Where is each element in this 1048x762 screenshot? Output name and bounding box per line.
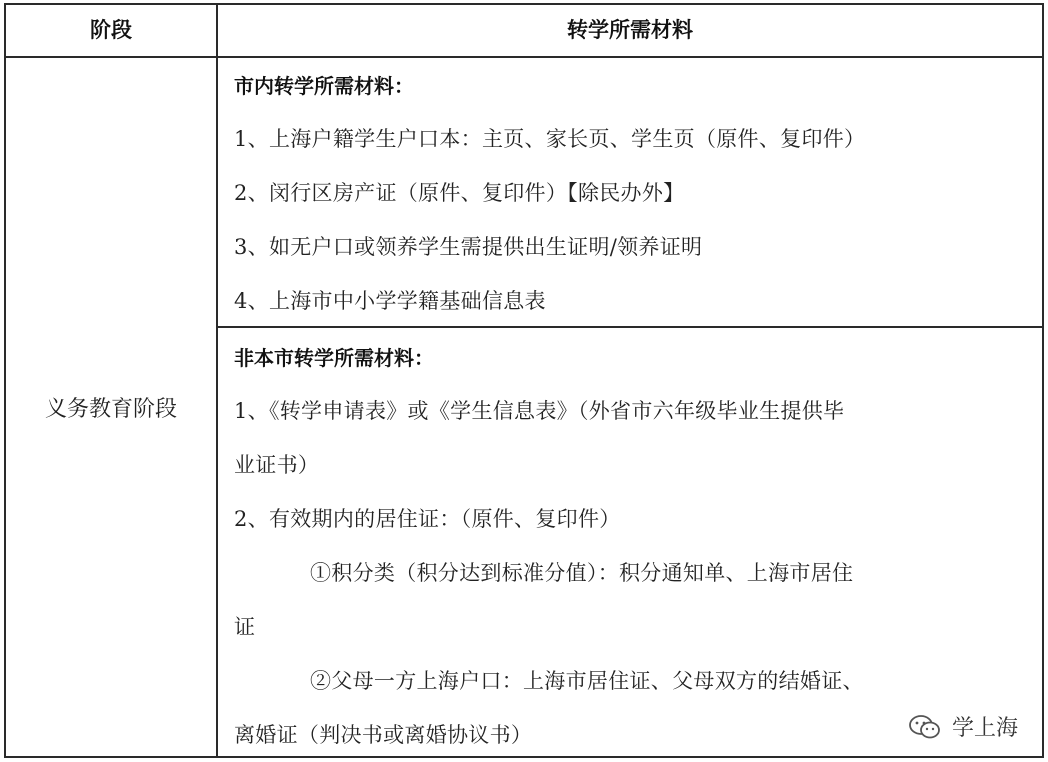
local-line-1: 1、上海户籍学生户口本：主页、家长页、学生页（原件、复印件）: [234, 127, 866, 151]
materials-table: [4, 3, 1044, 758]
nonlocal-line-6: ②父母一方上海户口：上海市居住证、父母双方的结婚证、: [310, 669, 864, 693]
local-line-2: 2、闵行区房产证（原件、复印件）【除民办外】: [234, 181, 685, 205]
stage-cell: 义务教育阶段: [44, 396, 177, 422]
nonlocal-line-5: 证: [234, 615, 256, 639]
header-stage: 阶段: [90, 18, 132, 42]
header-materials: 转学所需材料: [567, 18, 693, 42]
local-section-title: 市内转学所需材料：: [234, 74, 414, 98]
nonlocal-transfer-section: [218, 330, 1042, 756]
nonlocal-line-1: 1、《转学申请表》或《学生信息表》（外省市六年级毕业生提供毕: [234, 399, 845, 423]
watermark: [908, 711, 1018, 742]
watermark-text: 学上海: [951, 716, 1018, 741]
table-header-row: [6, 5, 1042, 58]
local-line-4: 4、上海市中小学学籍基础信息表: [234, 289, 546, 313]
nonlocal-line-4: ①积分类（积分达到标准分值）：积分通知单、上海市居住: [310, 561, 854, 585]
nonlocal-section-title: 非本市转学所需材料：: [234, 346, 434, 370]
nonlocal-line-2: 业证书）: [234, 453, 320, 477]
local-line-3: 3、如无户口或领养学生需提供出生证明/领养证明: [234, 235, 703, 259]
wechat-icon: [908, 713, 942, 741]
nonlocal-line-3: 2、有效期内的居住证：（原件、复印件）: [234, 507, 621, 531]
nonlocal-line-7: 离婚证（判决书或离婚协议书）: [234, 723, 533, 747]
local-transfer-section: [218, 58, 1042, 328]
